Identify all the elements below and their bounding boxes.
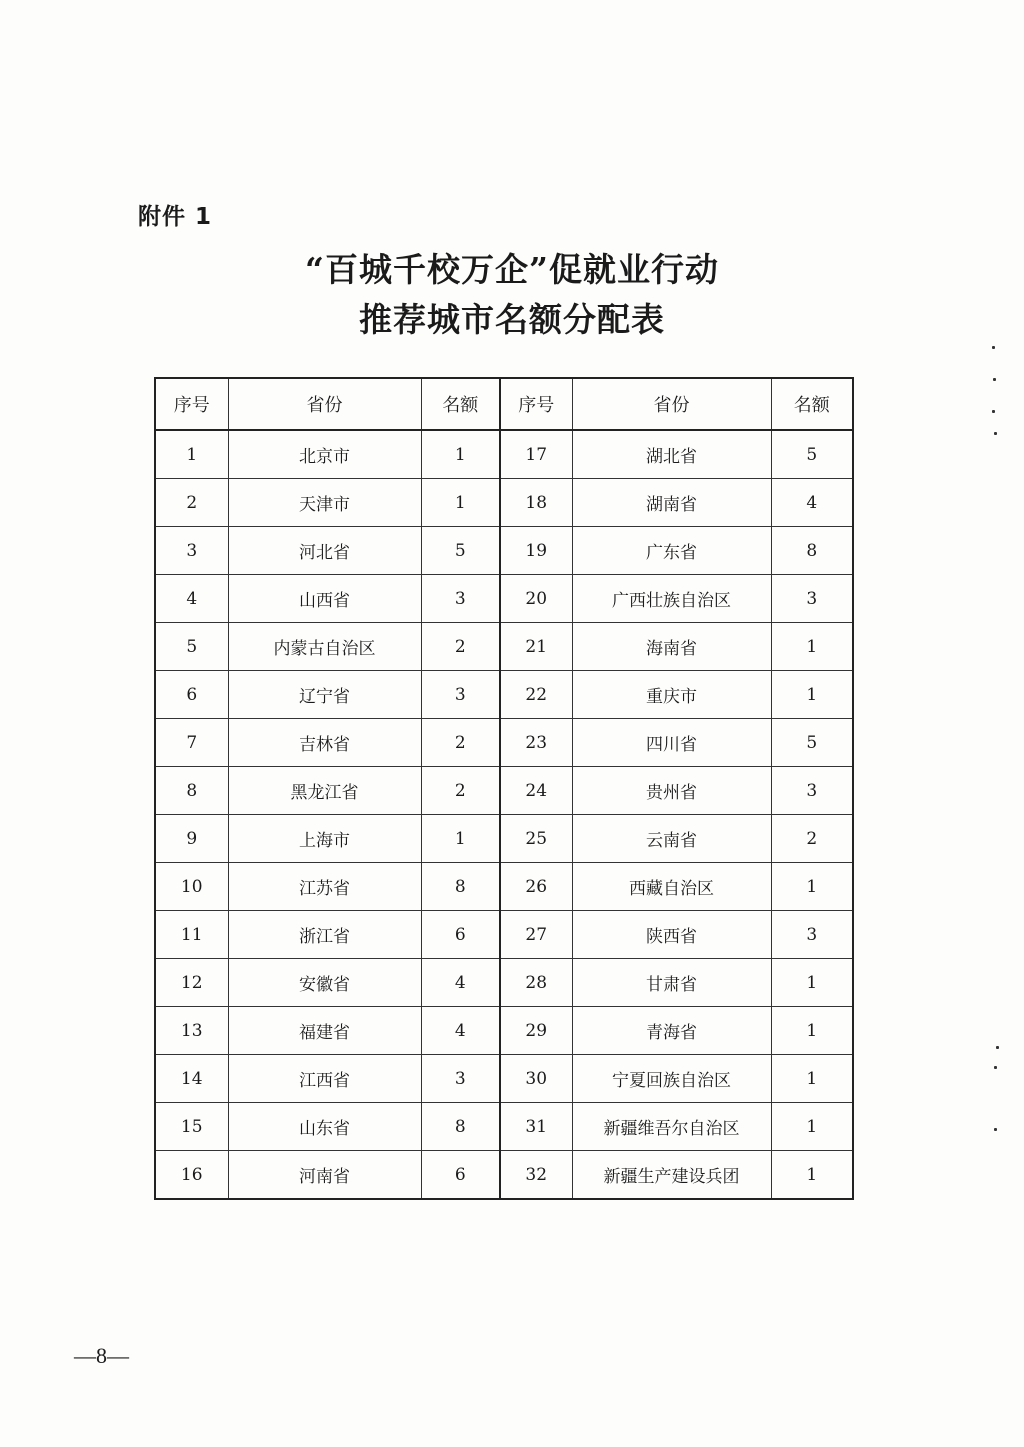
document-title-line-2: 推荐城市名额分配表 xyxy=(359,300,665,339)
cell-quota-right: 1 xyxy=(771,1055,853,1103)
cell-quota-left: 5 xyxy=(421,527,500,575)
cell-quota-right: 1 xyxy=(771,1103,853,1151)
scan-speck xyxy=(992,346,995,349)
cell-quota-left: 8 xyxy=(421,863,500,911)
scan-speck xyxy=(992,410,995,413)
table-row xyxy=(155,767,853,815)
cell-seq-right: 29 xyxy=(500,1007,572,1055)
cell-province-right: 湖北省 xyxy=(572,430,771,479)
cell-province-right: 湖南省 xyxy=(572,479,771,527)
cell-seq-right: 30 xyxy=(500,1055,572,1103)
cell-province-left: 山东省 xyxy=(228,1103,421,1151)
header-province-right: 省份 xyxy=(572,378,771,430)
header-quota-right: 名额 xyxy=(771,378,853,430)
cell-quota-left: 2 xyxy=(421,719,500,767)
cell-seq-right: 19 xyxy=(500,527,572,575)
cell-seq-left: 9 xyxy=(155,815,228,863)
cell-quota-left: 1 xyxy=(421,430,500,479)
cell-seq-right: 17 xyxy=(500,430,572,479)
scan-speck xyxy=(996,1046,999,1049)
cell-province-left: 内蒙古自治区 xyxy=(228,623,421,671)
header-quota-left: 名额 xyxy=(421,378,500,430)
cell-province-right: 广西壮族自治区 xyxy=(572,575,771,623)
cell-quota-left: 2 xyxy=(421,623,500,671)
table-header-row xyxy=(155,378,853,430)
cell-province-left: 上海市 xyxy=(228,815,421,863)
header-province-left: 省份 xyxy=(228,378,421,430)
cell-quota-right: 3 xyxy=(771,767,853,815)
cell-seq-right: 20 xyxy=(500,575,572,623)
cell-seq-left: 13 xyxy=(155,1007,228,1055)
table-row xyxy=(155,575,853,623)
cell-province-right: 青海省 xyxy=(572,1007,771,1055)
cell-quota-left: 4 xyxy=(421,1007,500,1055)
table-row xyxy=(155,1055,853,1103)
cell-province-left: 河北省 xyxy=(228,527,421,575)
scan-speck xyxy=(993,378,996,381)
cell-quota-right: 8 xyxy=(771,527,853,575)
cell-quota-right: 1 xyxy=(771,671,853,719)
cell-seq-right: 27 xyxy=(500,911,572,959)
cell-quota-left: 3 xyxy=(421,671,500,719)
cell-seq-left: 5 xyxy=(155,623,228,671)
cell-province-right: 宁夏回族自治区 xyxy=(572,1055,771,1103)
cell-seq-left: 7 xyxy=(155,719,228,767)
cell-quota-left: 8 xyxy=(421,1103,500,1151)
cell-quota-right: 4 xyxy=(771,479,853,527)
cell-seq-left: 2 xyxy=(155,479,228,527)
cell-quota-right: 5 xyxy=(771,719,853,767)
cell-seq-right: 18 xyxy=(500,479,572,527)
table-row xyxy=(155,430,853,479)
cell-province-left: 北京市 xyxy=(228,430,421,479)
cell-province-left: 黑龙江省 xyxy=(228,767,421,815)
page-number: —8— xyxy=(74,1343,129,1368)
cell-quota-right: 1 xyxy=(771,623,853,671)
cell-quota-left: 6 xyxy=(421,911,500,959)
cell-province-left: 江苏省 xyxy=(228,863,421,911)
cell-quota-left: 4 xyxy=(421,959,500,1007)
cell-seq-right: 26 xyxy=(500,863,572,911)
cell-seq-right: 24 xyxy=(500,767,572,815)
table-row xyxy=(155,671,853,719)
cell-province-right: 西藏自治区 xyxy=(572,863,771,911)
cell-seq-left: 1 xyxy=(155,430,228,479)
cell-quota-right: 1 xyxy=(771,1151,853,1200)
cell-quota-right: 3 xyxy=(771,911,853,959)
cell-quota-right: 1 xyxy=(771,863,853,911)
cell-quota-left: 3 xyxy=(421,1055,500,1103)
cell-quota-right: 1 xyxy=(771,959,853,1007)
cell-province-left: 安徽省 xyxy=(228,959,421,1007)
document-title-line-1: “百城千校万企”促就业行动 xyxy=(305,250,719,289)
cell-quota-right: 3 xyxy=(771,575,853,623)
cell-province-right: 贵州省 xyxy=(572,767,771,815)
header-seq-right: 序号 xyxy=(500,378,572,430)
table-row xyxy=(155,863,853,911)
scan-speck xyxy=(994,1066,997,1069)
cell-seq-left: 3 xyxy=(155,527,228,575)
cell-seq-right: 25 xyxy=(500,815,572,863)
cell-quota-left: 3 xyxy=(421,575,500,623)
table-row xyxy=(155,815,853,863)
cell-seq-left: 15 xyxy=(155,1103,228,1151)
cell-province-right: 陕西省 xyxy=(572,911,771,959)
cell-province-left: 山西省 xyxy=(228,575,421,623)
cell-seq-left: 8 xyxy=(155,767,228,815)
cell-province-left: 浙江省 xyxy=(228,911,421,959)
table-row xyxy=(155,1151,853,1200)
cell-quota-left: 2 xyxy=(421,767,500,815)
cell-province-right: 重庆市 xyxy=(572,671,771,719)
scan-speck xyxy=(994,432,997,435)
cell-seq-right: 31 xyxy=(500,1103,572,1151)
cell-province-right: 四川省 xyxy=(572,719,771,767)
cell-province-right: 新疆生产建设兵团 xyxy=(572,1151,771,1200)
cell-seq-right: 21 xyxy=(500,623,572,671)
quota-table-container xyxy=(154,377,852,1200)
cell-province-left: 天津市 xyxy=(228,479,421,527)
cell-province-right: 新疆维吾尔自治区 xyxy=(572,1103,771,1151)
cell-seq-left: 6 xyxy=(155,671,228,719)
cell-seq-left: 12 xyxy=(155,959,228,1007)
table-row xyxy=(155,1103,853,1151)
table-row xyxy=(155,623,853,671)
cell-quota-left: 6 xyxy=(421,1151,500,1200)
table-row xyxy=(155,959,853,1007)
cell-seq-right: 32 xyxy=(500,1151,572,1200)
cell-quota-right: 2 xyxy=(771,815,853,863)
cell-quota-left: 1 xyxy=(421,815,500,863)
cell-seq-left: 11 xyxy=(155,911,228,959)
cell-seq-left: 4 xyxy=(155,575,228,623)
cell-province-right: 海南省 xyxy=(572,623,771,671)
cell-quota-right: 1 xyxy=(771,1007,853,1055)
table-row xyxy=(155,719,853,767)
cell-province-left: 江西省 xyxy=(228,1055,421,1103)
cell-province-left: 辽宁省 xyxy=(228,671,421,719)
quota-allocation-table xyxy=(154,377,854,1200)
cell-seq-left: 14 xyxy=(155,1055,228,1103)
cell-seq-right: 28 xyxy=(500,959,572,1007)
cell-province-left: 河南省 xyxy=(228,1151,421,1200)
cell-seq-right: 23 xyxy=(500,719,572,767)
table-row xyxy=(155,527,853,575)
cell-province-left: 吉林省 xyxy=(228,719,421,767)
cell-province-right: 甘肃省 xyxy=(572,959,771,1007)
table-row xyxy=(155,911,853,959)
cell-seq-left: 10 xyxy=(155,863,228,911)
header-seq-left: 序号 xyxy=(155,378,228,430)
cell-province-right: 云南省 xyxy=(572,815,771,863)
scan-speck xyxy=(994,1128,997,1131)
cell-seq-right: 22 xyxy=(500,671,572,719)
table-row xyxy=(155,1007,853,1055)
cell-province-right: 广东省 xyxy=(572,527,771,575)
table-row xyxy=(155,479,853,527)
attachment-label: 附件 1 xyxy=(138,204,213,230)
cell-quota-right: 5 xyxy=(771,430,853,479)
table-body xyxy=(155,430,853,1199)
cell-seq-left: 16 xyxy=(155,1151,228,1200)
cell-province-left: 福建省 xyxy=(228,1007,421,1055)
cell-quota-left: 1 xyxy=(421,479,500,527)
